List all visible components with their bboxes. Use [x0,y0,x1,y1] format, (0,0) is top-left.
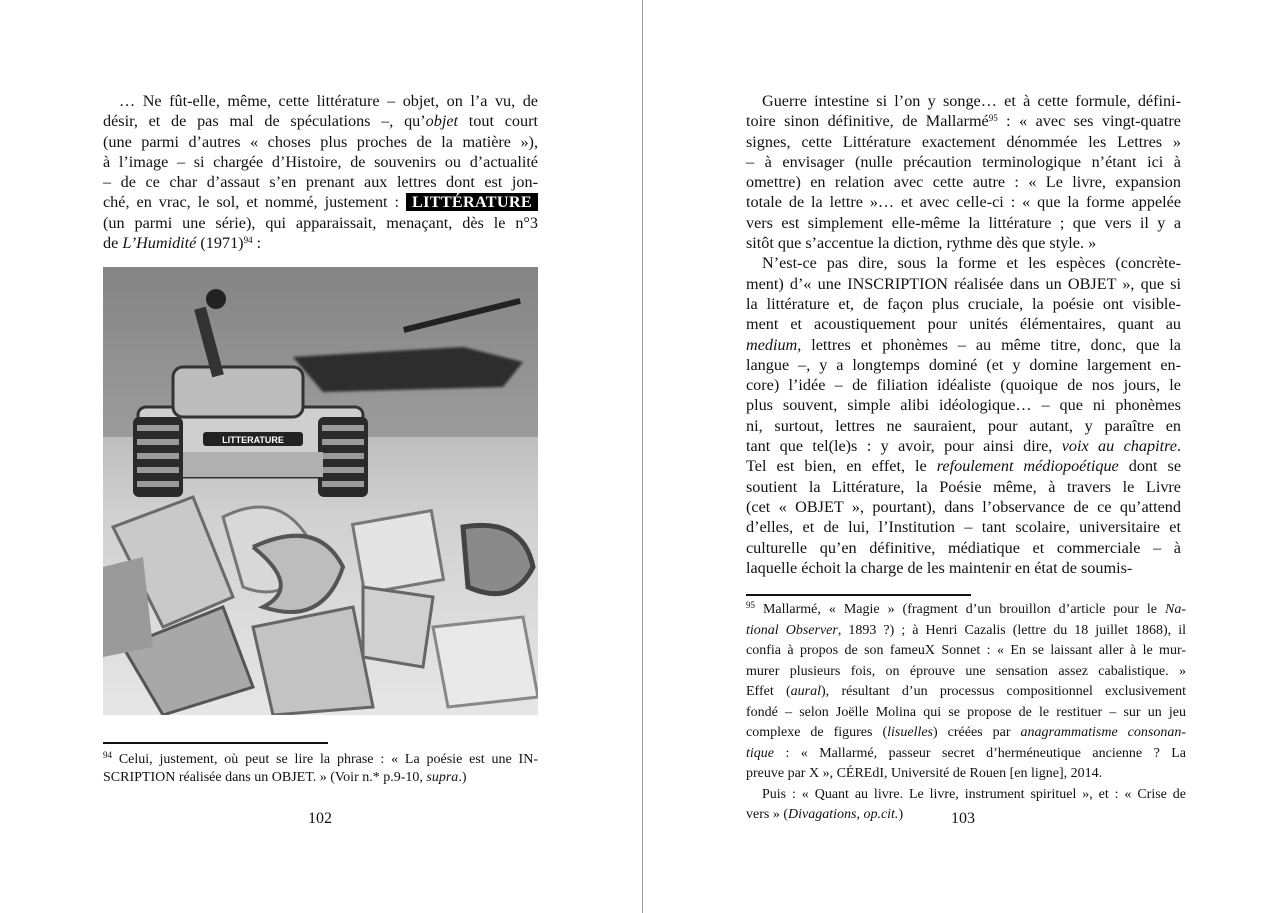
text-segment: . [1176,437,1181,456]
text-segment: ment et acoustiquement pour unités élémentaires, quant au [746,315,1181,334]
text-segment: (1971) [196,234,244,253]
text-segment: (une parmi d’autres « choses plus proches de la matière »), [103,132,538,151]
text-segment: murer plusieurs fois, on éprouve une sensation assez cabalistique. » [746,663,1186,679]
italic-text: medium [746,335,798,354]
text-line [746,682,1186,703]
text-segment: plus souvent, simple alibi idéologique… – que ni phonèmes [746,396,1181,415]
text-segment: Mallarmé, « Magie » (fragment d’un brouillon d’article pour le [755,602,1165,617]
text-segment: Effet ( [746,684,791,699]
text-segment: vers est simplement elle-même la littérature ; que vers il y a [746,213,1181,232]
text-segment: Celui, justement, où peut se lire la phrase : « La poésie est une IN- [112,752,538,767]
text-segment: la littérature et, de façon plus cruciale, la poésie ont visible- [746,294,1181,313]
text-segment: – à envisager (nulle précaution terminologique n’étant ici à [746,152,1181,171]
italic-text: aural [790,684,822,699]
text-line [746,785,1186,806]
text-segment: de [103,234,123,253]
footnote-marker: 95 [746,600,755,610]
italic-text: Divagations, op.cit. [788,807,899,822]
text-segment: (cet « OBJET », pourtant), dans l’observance de ce qu’attend [746,497,1181,516]
text-segment: ché, en vrac, le sol, et nommé, justement : [103,193,407,212]
italic-text: lisuelles [887,725,934,740]
text-line [103,769,538,787]
text-segment: preuve par X », CÉREdI, Université de Rouen [en ligne], 2014. [746,766,1103,781]
italic-text: tique [746,745,774,761]
body-paragraph [746,91,1181,578]
text-segment: Guerre intestine si l’on y songe… et à cette formule, défini- [762,92,1181,110]
footnote-rule [103,742,328,744]
left-page [0,0,642,913]
text-line [746,416,1181,436]
text-line [746,641,1186,662]
text-segment: culturelle qu’en définitive, médiatique et commerciale – à [746,538,1181,557]
text-segment: ) créées par [933,725,1021,740]
text-segment: core) l’idée – de filiation idéaliste (quoique de nos jours, le [746,376,1181,395]
text-line [746,213,1181,233]
text-line [746,132,1181,152]
text-segment: tant que tel(le)s : y avoir, pour ainsi dire, [746,437,1062,456]
italic-text: objet [425,112,459,131]
text-line [103,111,538,131]
text-line [746,517,1181,537]
text-line [746,253,1181,273]
text-line [746,375,1181,395]
text-line [746,477,1181,497]
text-segment: soutient la Littérature, la Poésie même, à travers le Livre [746,477,1181,496]
text-line [746,456,1181,476]
footnote-marker: 94 [103,750,112,760]
tank-label: LITTERATURE [222,435,284,445]
letter-blocks [103,497,538,715]
body-paragraph [103,91,538,253]
text-segment: : [252,234,262,253]
highlighted-word: LITTÉRATURE [406,193,538,211]
text-segment: fondé – selon Joëlle Molina qui se propose de le restituer – sur un jeu [746,704,1186,720]
text-line [746,497,1181,517]
text-line [746,355,1181,375]
text-line [746,764,1186,785]
text-line [103,132,538,152]
text-line [103,152,538,172]
text-segment: Puis : « Quant au livre. Le livre, instrument spirituel », et : « Crise de [762,786,1186,802]
text-line [103,91,538,111]
text-segment: (un parmi une série), qui apparaissait, menaçant, dès le n°3 [103,213,538,232]
text-line [746,662,1186,683]
text-segment: ment) d’« une INSCRIPTION réalisée dans un OBJET », que si [746,274,1181,293]
text-segment: vers » ( [746,807,788,822]
text-line [746,152,1181,172]
text-segment: confia à propos de son fameuX Sonnet : « En se laissant aller à le mur- [746,643,1186,658]
italic-text: Na- [1165,602,1186,617]
italic-text: L’Humidité [122,234,197,253]
text-segment: N’est-ce pas dire, sous la forme et les espèces (concrète- [762,254,1181,273]
text-line [103,172,538,192]
text-segment: complexe de figures ( [746,725,888,740]
italic-text: supra [426,770,459,785]
text-segment: désir, et de pas mal de spéculations –, qu’ [103,112,426,131]
text-segment: à l’image – si chargée d’Histoire, de souvenirs ou d’actualité [103,152,538,171]
text-line [746,294,1181,314]
text-segment: langue –, y a longtemps dominé (et y domine largement en- [746,355,1181,374]
footnote-marker: 94 [243,235,253,246]
text-line [746,335,1181,355]
text-line [746,91,1181,111]
text-line [746,723,1186,744]
right-page [643,0,1285,913]
text-segment: signes, cette Littérature exactement dénommée les Lettres » [746,132,1181,151]
text-line [746,233,1181,253]
text-line [103,751,538,769]
text-segment: ni, surtout, lettres ne sauraient, pour autant, y paraître en [746,416,1181,435]
text-line [103,233,538,253]
footnote-marker: 95 [988,113,998,124]
page-number: 102 [308,810,332,827]
text-line [746,395,1181,415]
text-segment: totale de la lettre »… et avec celle-ci : « que la forme appelée [746,193,1181,212]
text-segment: sitôt que s’accentue la diction, rythme dès que style. » [746,234,1097,253]
text-line [746,274,1181,294]
text-line [746,538,1181,558]
footnote-rule [746,594,971,596]
tank-photo [103,267,538,715]
text-line [103,213,538,233]
text-line [746,703,1186,724]
text-segment: ) [898,807,904,822]
text-segment: toire sinon définitive, de Mallarmé [746,112,989,131]
footnote [103,751,538,787]
footnote [746,600,1186,826]
text-segment: … Ne fût-elle, même, cette littérature – objet, on l’a vu, de [119,92,538,110]
text-segment: .) [458,770,467,785]
text-line [746,314,1181,334]
italic-text: refoulement médiopoétique [936,457,1119,476]
text-line [746,558,1181,578]
text-segment: omettre) en relation avec cette autre : « Le livre, expansion [746,173,1181,192]
text-line [103,192,538,212]
text-line [746,172,1181,192]
italic-text: voix au chapitre [1061,437,1177,456]
text-line [746,600,1186,621]
text-segment: – de ce char d’assaut s’en prenant aux lettres dont est jon- [103,173,538,192]
text-segment: , 1893 ?) ; à Henri Cazalis (lettre du 18 juillet 1868), il [837,622,1187,638]
text-line [746,192,1181,212]
text-line [746,744,1186,765]
text-segment: , lettres et phonèmes – au même titre, donc, que la [797,335,1181,354]
text-segment: Tel est bien, en effet, le [746,457,937,476]
italic-text: anagrammatisme consonan- [1020,725,1186,740]
text-line [746,621,1186,642]
page-number: 103 [951,810,975,827]
text-segment: : « avec ses vingt-quatre [997,112,1181,131]
text-line [746,436,1181,456]
text-segment: d’elles, et de lui, l’Institution – tant scolaire, universitaire et [746,518,1181,537]
text-segment: SCRIPTION réalisée dans un OBJET. » (Voir n.* p.9-10, [103,770,427,785]
tank-photo-illustration [103,267,538,715]
text-segment: : « Mallarmé, passeur secret d’herméneutique ancienne ? La [774,745,1186,761]
italic-text: tional Observer [746,622,838,638]
text-segment: tout court [458,112,538,131]
text-segment: dont se [1118,457,1182,476]
text-line [746,111,1181,131]
text-segment: laquelle échoit la charge de les maintenir en état de soumis- [746,558,1133,577]
text-segment: ), résultant d’un processus compositionnel exclusivement [821,684,1187,699]
